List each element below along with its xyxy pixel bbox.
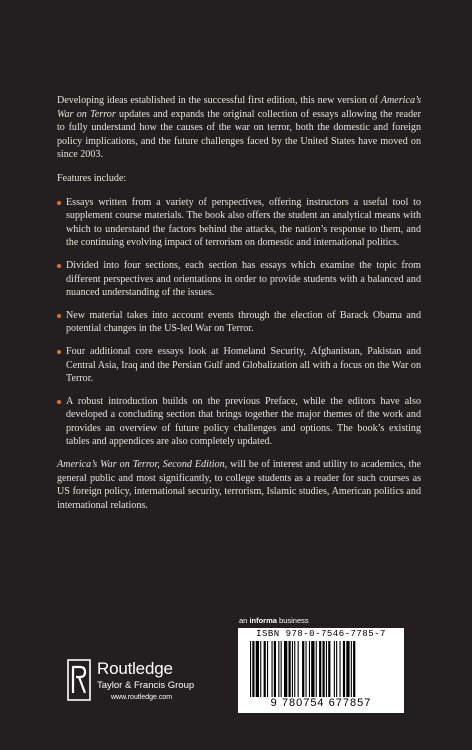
bullet-icon <box>57 314 61 318</box>
closing-title: America’s War on Terror, Second Edition <box>57 459 225 471</box>
barcode-bars <box>250 641 396 697</box>
barcode-digits: 9 780754 677857 <box>270 697 372 709</box>
back-cover-blurb <box>57 94 421 522</box>
publisher-name: Routledge <box>97 659 173 678</box>
informa-business-tag: an informa business <box>239 616 309 625</box>
feature-item: Essays written from a variety of perspectives, offering instructors a useful tool to supplement course materials. The book also offers the student an analytical means with which to understand the factors behind the attacks, the nation’s response to them, and the continuing evolving impact of terrorism on domestic and international politics. <box>57 196 421 250</box>
feature-item: A robust introduction builds on the previous Preface, while the editors have also developed a concluding section that brings together the major themes of the work and provides an overview of future policy challenges and options. The book’s existing tables and appendices are also completely updated. <box>57 395 421 449</box>
bullet-icon <box>57 201 61 205</box>
feature-item: New material takes into account events through the election of Barack Obama and potential changes in the US-led War on Terror. <box>57 309 421 336</box>
intro-rest: updates and expands the original collection of essays allowing the reader to fully understand how the causes of the war on terror, both the domestic and foreign policy implications, and the future challenges faced by the United States have moved on since 2003. <box>57 108 421 161</box>
publisher-url: www.routledge.com <box>111 694 173 701</box>
feature-item: Divided into four sections, each section has essays which examine the topic from different perspectives and orientations in order to provide students with a balanced and nuanced understanding of the issues. <box>57 259 421 300</box>
routledge-logo-icon <box>67 659 91 701</box>
closing-rest: , will be of interest and utility to academics, the general public and most significantly, to college students as a reader for such courses as US foreign policy, international security, terrorism, Islamic studies, American politics and international relations. <box>57 459 421 511</box>
bullet-icon <box>57 350 61 354</box>
features-list <box>57 196 421 450</box>
intro-title: America’s War on Terror <box>57 95 421 120</box>
bullet-icon <box>57 264 61 268</box>
isbn-number: ISBN 978-0-7546-7785-7 <box>256 629 386 639</box>
publisher-block <box>97 660 194 703</box>
isbn-barcode <box>238 628 404 713</box>
closing-paragraph <box>57 458 421 512</box>
bullet-icon <box>57 400 61 404</box>
publisher-group: Taylor & Francis Group <box>97 680 195 691</box>
intro-prefix: Developing ideas established in the successful first edition, this new version of <box>57 95 379 106</box>
feature-item: Four additional core essays look at Homeland Security, Afghanistan, Pakistan and Central Asia, Iraq and the Persian Gulf and Globalization all with a focus on the War on Terror. <box>57 345 421 386</box>
features-label: Features include: <box>57 172 127 184</box>
intro-paragraph <box>57 94 421 162</box>
